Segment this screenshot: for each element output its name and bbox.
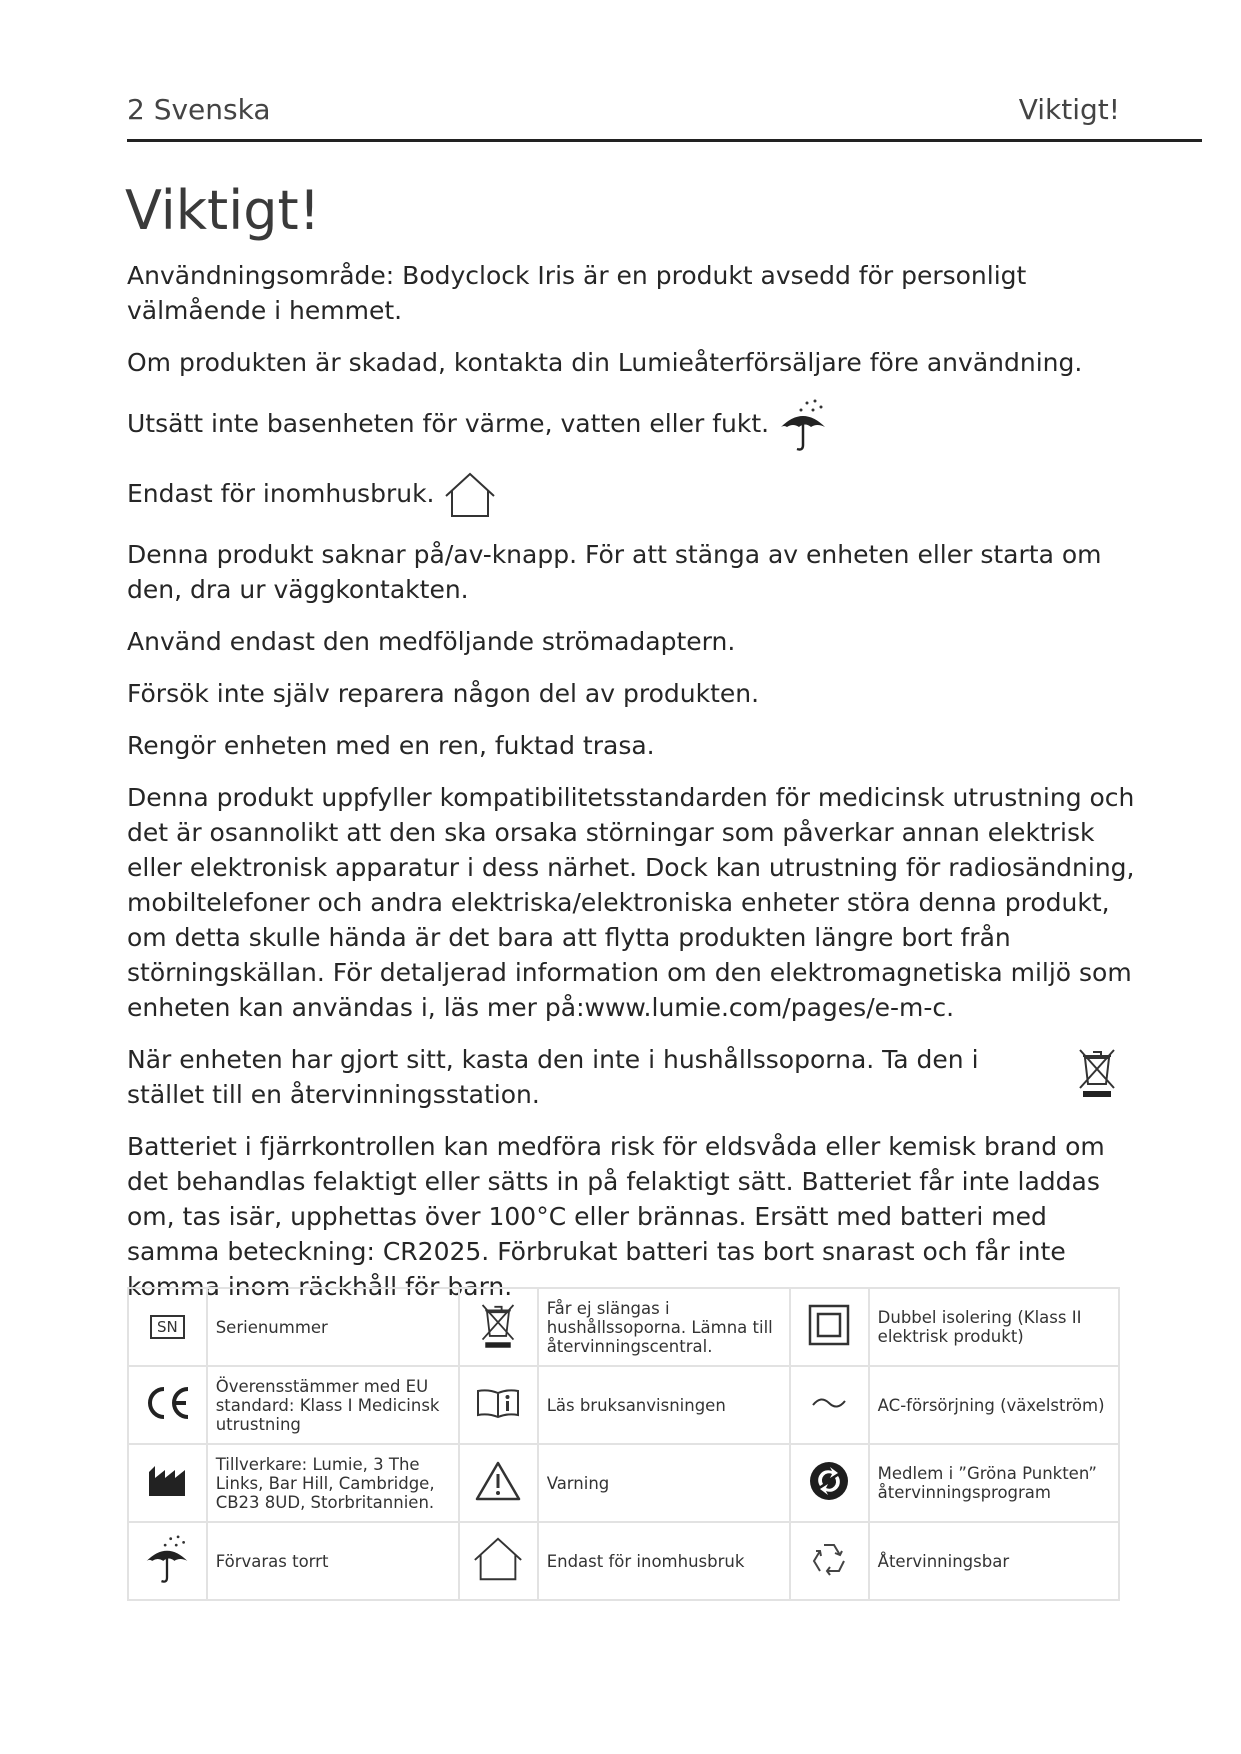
table-row (128, 1444, 1119, 1522)
ac-supply-icon (811, 1396, 847, 1415)
keep-dry-icon (143, 1570, 191, 1589)
manufacturer-icon (147, 1483, 187, 1502)
paragraph-adapter: Använd endast den medföljande strömadaptern. (127, 627, 736, 656)
symbol-label: Medlem i ”Gröna Punkten” återvinningsprogram (869, 1444, 1119, 1522)
house-icon (471, 1569, 525, 1588)
paragraph-battery: Batteriet i fjärrkontrollen kan medföra risk för eldsvåda eller kemisk brand om det behandlas felaktigt eller sätts in på felaktigt sätt. Batteriet får inte laddas om, tas isär, upphettas över 100°C eller brännas. Ersätt med batteri med samma beteckning: CR2025. Förbrukat batteri tas bort snarast och får inte komma inom räckhåll för barn. (127, 1132, 1105, 1301)
symbol-label: Dubbel isolering (Klass II elektrisk produkt) (869, 1288, 1119, 1366)
serial-number-icon: SN (150, 1315, 185, 1339)
ce-mark-icon (142, 1406, 192, 1425)
keep-dry-icon (777, 397, 829, 453)
paragraph-emc: Denna produkt uppfyller kompatibilitetsstandarden för medicinsk utrustning och det är osannolikt att den ska orsaka störningar som påverkar annan elektrisk eller elektronisk apparatur i dess närhet. Dock kan utrustning för radiosändning, mobiltelefoner och andra elektriska/elektroniska enheter störa denna produkt, om detta skulle hända är det bara att flytta produkten längre bort från störningskällan. För detaljerad information om den elektromagnetiska miljö som enheten kan användas i, läs mer på:www.lumie.com/pages/e-m-c. (127, 783, 1135, 1022)
table-row (128, 1288, 1119, 1366)
symbol-label: Varning (538, 1444, 790, 1522)
recycle-icon (808, 1564, 850, 1583)
page-header-chapter: Viktigt! (1018, 93, 1120, 126)
paragraph-damaged: Om produkten är skadad, kontakta din Lumieåterförsäljare före användning. (127, 348, 1083, 377)
paragraph-disposal (127, 1042, 1057, 1112)
symbol-label: Serienummer (207, 1288, 459, 1366)
header-divider (127, 139, 1202, 142)
green-dot-icon (808, 1487, 850, 1506)
paragraph-indoor (127, 470, 1137, 520)
symbol-label: Får ej slängas i hushållssoporna. Lämna till återvinningscentral. (538, 1288, 790, 1366)
page-header-section: 2 Svenska (127, 93, 271, 126)
paragraph-intended-use: Användningsområde: Bodyclock Iris är en produkt avsedd för personligt välmående i hemmet. (127, 261, 1027, 325)
symbol-label: Endast för inomhusbruk (538, 1522, 790, 1600)
symbol-label: Läs bruksanvisningen (538, 1366, 790, 1444)
body-text (127, 258, 1137, 1321)
table-row (128, 1522, 1119, 1600)
symbols-table (127, 1287, 1120, 1601)
symbol-label: AC-försörjning (växelström) (869, 1366, 1119, 1444)
read-manual-icon (476, 1404, 520, 1423)
paragraph-cleaning: Rengör enheten med en ren, fuktad trasa. (127, 731, 655, 760)
symbol-label: Återvinningsbar (869, 1522, 1119, 1600)
symbol-label: Överensstämmer med EU standard: Klass I Medicinsk utrustning (207, 1366, 459, 1444)
table-row (128, 1366, 1119, 1444)
double-insulation-icon (808, 1331, 850, 1350)
page-title: Viktigt! (125, 179, 321, 242)
paragraph-indoor-text: Endast för inomhusbruk. (127, 479, 435, 508)
house-icon (442, 470, 498, 520)
weee-bin-icon (1075, 1046, 1119, 1098)
weee-bin-icon (478, 1334, 518, 1353)
paragraph-no-switch: Denna produkt saknar på/av-knapp. För att stänga av enheten eller starta om den, dra ur väggkontakten. (127, 540, 1102, 604)
paragraph-moisture-text: Utsätt inte basenheten för värme, vatten eller fukt. (127, 409, 770, 438)
warning-icon (475, 1486, 521, 1505)
paragraph-moisture (127, 397, 1137, 453)
paragraph-disposal-text: När enheten har gjort sitt, kasta den inte i hushållssoporna. Ta den i stället till en återvinningsstation. (127, 1045, 979, 1109)
symbol-label: Förvaras torrt (207, 1522, 459, 1600)
paragraph-repair: Försök inte själv reparera någon del av produkten. (127, 679, 760, 708)
symbol-label: Tillverkare: Lumie, 3 The Links, Bar Hill, Cambridge, CB23 8UD, Storbritannien. (207, 1444, 459, 1522)
